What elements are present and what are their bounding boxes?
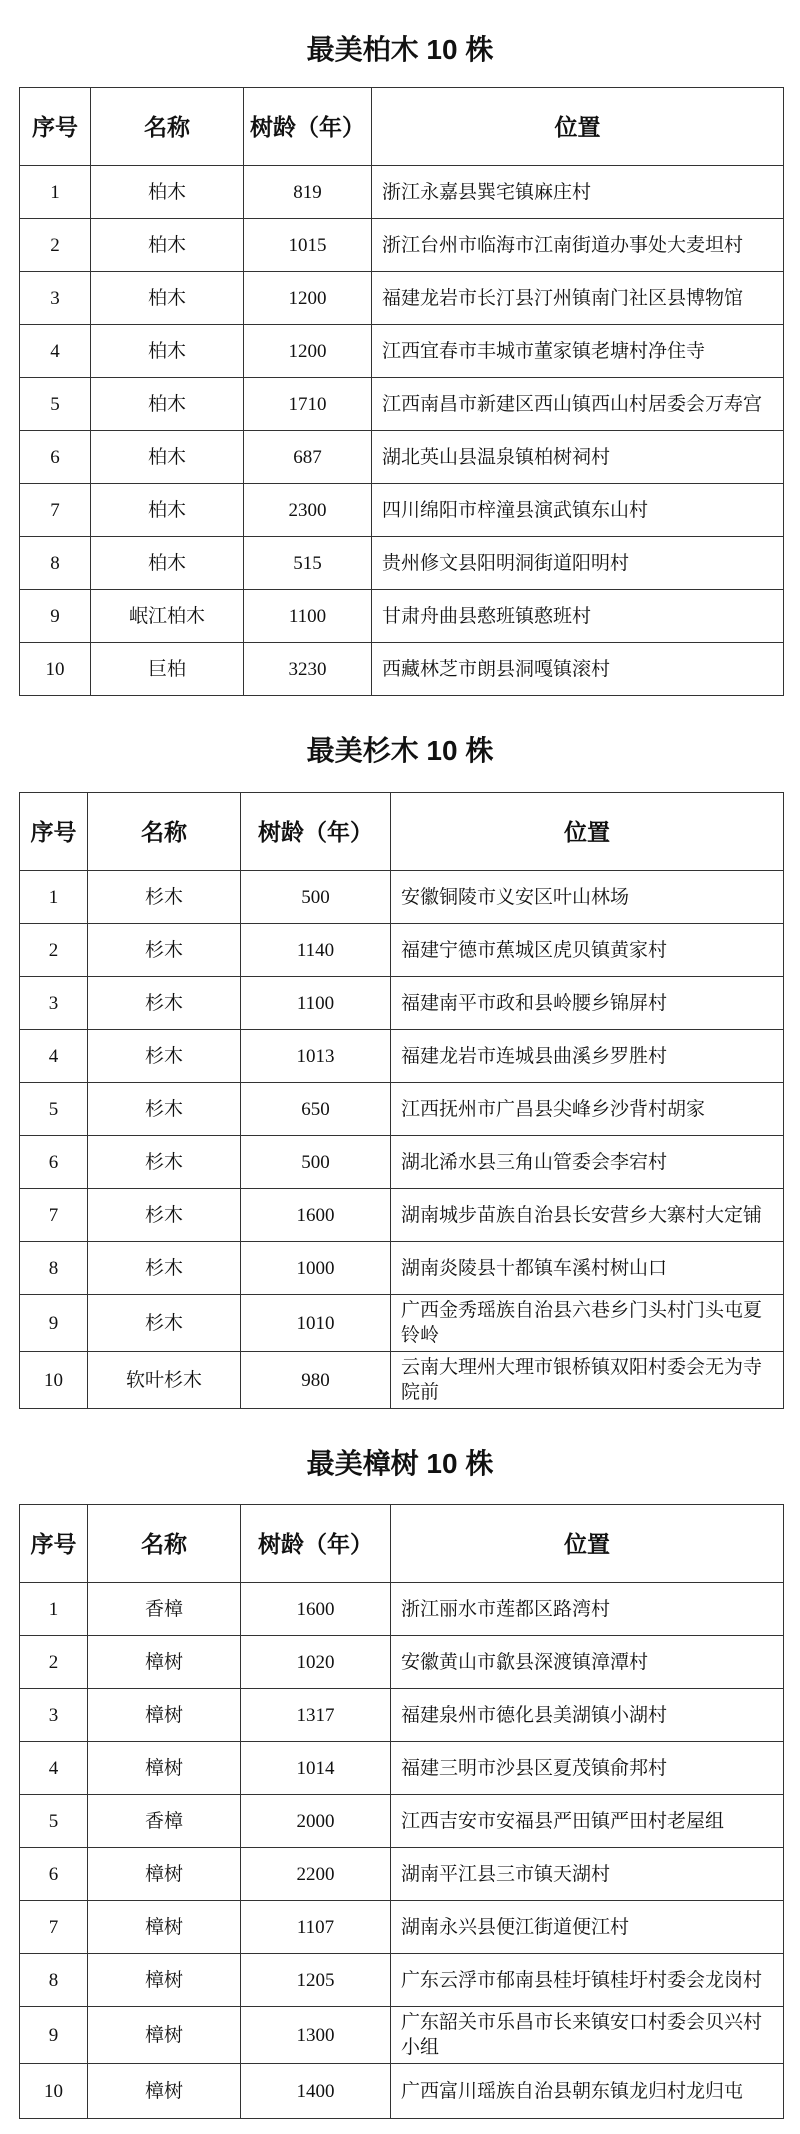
cell-index: 5 (20, 1795, 88, 1848)
cell-index: 4 (20, 325, 91, 378)
table-row (20, 1136, 784, 1189)
cell-age: 1020 (241, 1636, 391, 1689)
table-row (20, 1242, 784, 1295)
cell-index: 9 (20, 1295, 88, 1352)
table-row (20, 537, 784, 590)
cell-index: 2 (20, 1636, 88, 1689)
table-row (20, 219, 784, 272)
table-row (20, 325, 784, 378)
cell-age: 1140 (241, 924, 391, 977)
cell-index: 7 (20, 1901, 88, 1954)
header-location: 位置 (391, 793, 784, 871)
cell-age: 1000 (241, 1242, 391, 1295)
cell-index: 10 (20, 643, 91, 696)
cell-name: 樟树 (88, 1954, 241, 2007)
cell-name: 柏木 (91, 378, 244, 431)
cell-index: 4 (20, 1030, 88, 1083)
table-row (20, 484, 784, 537)
cell-name: 香樟 (88, 1795, 241, 1848)
cell-index: 8 (20, 537, 91, 590)
cell-location: 福建泉州市德化县美湖镇小湖村 (391, 1689, 784, 1742)
cell-index: 9 (20, 590, 91, 643)
cell-name: 樟树 (88, 1689, 241, 1742)
cell-name: 樟树 (88, 2007, 241, 2064)
cell-name: 岷江柏木 (91, 590, 244, 643)
table-row (20, 166, 784, 219)
cell-location: 湖南永兴县便江街道便江村 (391, 1901, 784, 1954)
cell-index: 6 (20, 1136, 88, 1189)
cell-index: 8 (20, 1242, 88, 1295)
cell-location: 安徽铜陵市义安区叶山林场 (391, 871, 784, 924)
cell-age: 1600 (241, 1189, 391, 1242)
cell-age: 819 (244, 166, 372, 219)
table-header-row (20, 793, 784, 871)
header-age: 树龄（年） (244, 88, 372, 166)
cell-name: 樟树 (88, 1636, 241, 1689)
section-title-bai-mu: 最美柏木 10 株 (306, 34, 494, 65)
cell-location: 福建龙岩市长汀县汀州镇南门社区县博物馆 (372, 272, 784, 325)
table-row (20, 1030, 784, 1083)
table-row (20, 1583, 784, 1636)
cell-location: 福建三明市沙县区夏茂镇俞邦村 (391, 1742, 784, 1795)
table-header-row (20, 1505, 784, 1583)
cell-location: 广西富川瑶族自治县朝东镇龙归村龙归屯 (391, 2064, 784, 2119)
cell-age: 980 (241, 1352, 391, 1409)
header-location: 位置 (372, 88, 784, 166)
table-row (20, 1295, 784, 1352)
cell-location: 湖南平江县三市镇天湖村 (391, 1848, 784, 1901)
cell-index: 3 (20, 1689, 88, 1742)
cell-index: 6 (20, 431, 91, 484)
header-index: 序号 (20, 88, 91, 166)
cell-name: 樟树 (88, 1742, 241, 1795)
cell-location: 福建龙岩市连城县曲溪乡罗胜村 (391, 1030, 784, 1083)
cell-index: 10 (20, 2064, 88, 2119)
cell-index: 3 (20, 272, 91, 325)
cell-age: 1015 (244, 219, 372, 272)
table-row (20, 977, 784, 1030)
cell-name: 柏木 (91, 219, 244, 272)
cell-name: 柏木 (91, 537, 244, 590)
header-name: 名称 (88, 793, 241, 871)
table-row (20, 378, 784, 431)
cell-age: 1014 (241, 1742, 391, 1795)
cell-index: 2 (20, 219, 91, 272)
cell-age: 1317 (241, 1689, 391, 1742)
cell-age: 2000 (241, 1795, 391, 1848)
cell-age: 3230 (244, 643, 372, 696)
cell-location: 湖北浠水县三角山管委会李宕村 (391, 1136, 784, 1189)
table-bai-mu (19, 87, 784, 696)
table-row (20, 590, 784, 643)
cell-age: 650 (241, 1083, 391, 1136)
cell-location: 四川绵阳市梓潼县演武镇东山村 (372, 484, 784, 537)
cell-index: 5 (20, 378, 91, 431)
header-index: 序号 (20, 793, 88, 871)
cell-age: 1710 (244, 378, 372, 431)
cell-index: 7 (20, 1189, 88, 1242)
section-title-shan-mu: 最美杉木 10 株 (306, 735, 494, 766)
cell-age: 1200 (244, 325, 372, 378)
cell-name: 杉木 (88, 924, 241, 977)
table-row (20, 1795, 784, 1848)
table-row (20, 924, 784, 977)
cell-index: 2 (20, 924, 88, 977)
cell-name: 香樟 (88, 1583, 241, 1636)
cell-name: 巨柏 (91, 643, 244, 696)
cell-location: 江西抚州市广昌县尖峰乡沙背村胡家 (391, 1083, 784, 1136)
cell-name: 杉木 (88, 871, 241, 924)
table-row (20, 431, 784, 484)
cell-index: 1 (20, 1583, 88, 1636)
cell-name: 柏木 (91, 325, 244, 378)
table-row (20, 1352, 784, 1409)
cell-age: 500 (241, 871, 391, 924)
table-row (20, 1083, 784, 1136)
table-row (20, 2007, 784, 2064)
cell-location: 甘肃舟曲县憨班镇憨班村 (372, 590, 784, 643)
cell-location: 浙江丽水市莲都区路湾村 (391, 1583, 784, 1636)
cell-age: 1100 (244, 590, 372, 643)
cell-name: 樟树 (88, 2064, 241, 2119)
cell-index: 4 (20, 1742, 88, 1795)
cell-index: 1 (20, 166, 91, 219)
cell-index: 9 (20, 2007, 88, 2064)
cell-location: 福建宁德市蕉城区虎贝镇黄家村 (391, 924, 784, 977)
table-row (20, 1636, 784, 1689)
cell-name: 柏木 (91, 272, 244, 325)
cell-location: 浙江台州市临海市江南街道办事处大麦坦村 (372, 219, 784, 272)
cell-index: 8 (20, 1954, 88, 2007)
cell-location: 湖南炎陵县十都镇车溪村树山口 (391, 1242, 784, 1295)
cell-location: 广东云浮市郁南县桂圩镇桂圩村委会龙岗村 (391, 1954, 784, 2007)
cell-index: 5 (20, 1083, 88, 1136)
cell-age: 2200 (241, 1848, 391, 1901)
header-index: 序号 (20, 1505, 88, 1583)
table-shan-mu (19, 792, 784, 1409)
cell-age: 687 (244, 431, 372, 484)
cell-index: 1 (20, 871, 88, 924)
cell-age: 1100 (241, 977, 391, 1030)
cell-age: 1205 (241, 1954, 391, 2007)
cell-name: 杉木 (88, 1242, 241, 1295)
cell-location: 湖南城步苗族自治县长安营乡大寨村大定铺 (391, 1189, 784, 1242)
header-age: 树龄（年） (241, 793, 391, 871)
cell-age: 1010 (241, 1295, 391, 1352)
cell-age: 1013 (241, 1030, 391, 1083)
cell-location: 云南大理州大理市银桥镇双阳村委会无为寺院前 (391, 1352, 784, 1409)
cell-index: 3 (20, 977, 88, 1030)
section-title-zhang-shu: 最美樟树 10 株 (306, 1448, 494, 1479)
cell-age: 2300 (244, 484, 372, 537)
cell-name: 杉木 (88, 1295, 241, 1352)
header-location: 位置 (391, 1505, 784, 1583)
cell-age: 1107 (241, 1901, 391, 1954)
table-row (20, 1848, 784, 1901)
table-row (20, 1742, 784, 1795)
table-zhang-shu (19, 1504, 784, 2119)
cell-location: 浙江永嘉县巽宅镇麻庄村 (372, 166, 784, 219)
cell-location: 西藏林芝市朗县洞嘎镇滚村 (372, 643, 784, 696)
cell-name: 柏木 (91, 484, 244, 537)
cell-index: 10 (20, 1352, 88, 1409)
table-row (20, 272, 784, 325)
cell-name: 杉木 (88, 1030, 241, 1083)
header-name: 名称 (88, 1505, 241, 1583)
cell-name: 樟树 (88, 1848, 241, 1901)
table-row (20, 1689, 784, 1742)
table-row (20, 2064, 784, 2119)
cell-location: 福建南平市政和县岭腰乡锦屏村 (391, 977, 784, 1030)
cell-location: 江西南昌市新建区西山镇西山村居委会万寿宫 (372, 378, 784, 431)
cell-name: 杉木 (88, 1083, 241, 1136)
cell-location: 广西金秀瑶族自治县六巷乡门头村门头屯夏铃岭 (391, 1295, 784, 1352)
cell-name: 软叶杉木 (88, 1352, 241, 1409)
table-row (20, 1189, 784, 1242)
header-age: 树龄（年） (241, 1505, 391, 1583)
table-row (20, 643, 784, 696)
cell-name: 杉木 (88, 1136, 241, 1189)
cell-location: 贵州修文县阳明洞街道阳明村 (372, 537, 784, 590)
cell-name: 柏木 (91, 166, 244, 219)
table-row (20, 1954, 784, 2007)
cell-name: 柏木 (91, 431, 244, 484)
cell-age: 1200 (244, 272, 372, 325)
cell-age: 500 (241, 1136, 391, 1189)
cell-age: 515 (244, 537, 372, 590)
cell-location: 广东韶关市乐昌市长来镇安口村委会贝兴村小组 (391, 2007, 784, 2064)
cell-index: 7 (20, 484, 91, 537)
table-header-row (20, 88, 784, 166)
cell-age: 1600 (241, 1583, 391, 1636)
cell-age: 1400 (241, 2064, 391, 2119)
cell-location: 江西宜春市丰城市董家镇老塘村净住寺 (372, 325, 784, 378)
cell-location: 湖北英山县温泉镇柏树祠村 (372, 431, 784, 484)
cell-location: 安徽黄山市歙县深渡镇漳潭村 (391, 1636, 784, 1689)
cell-name: 杉木 (88, 1189, 241, 1242)
cell-index: 6 (20, 1848, 88, 1901)
cell-name: 樟树 (88, 1901, 241, 1954)
table-row (20, 1901, 784, 1954)
cell-age: 1300 (241, 2007, 391, 2064)
cell-name: 杉木 (88, 977, 241, 1030)
header-name: 名称 (91, 88, 244, 166)
table-row (20, 871, 784, 924)
cell-location: 江西吉安市安福县严田镇严田村老屋组 (391, 1795, 784, 1848)
